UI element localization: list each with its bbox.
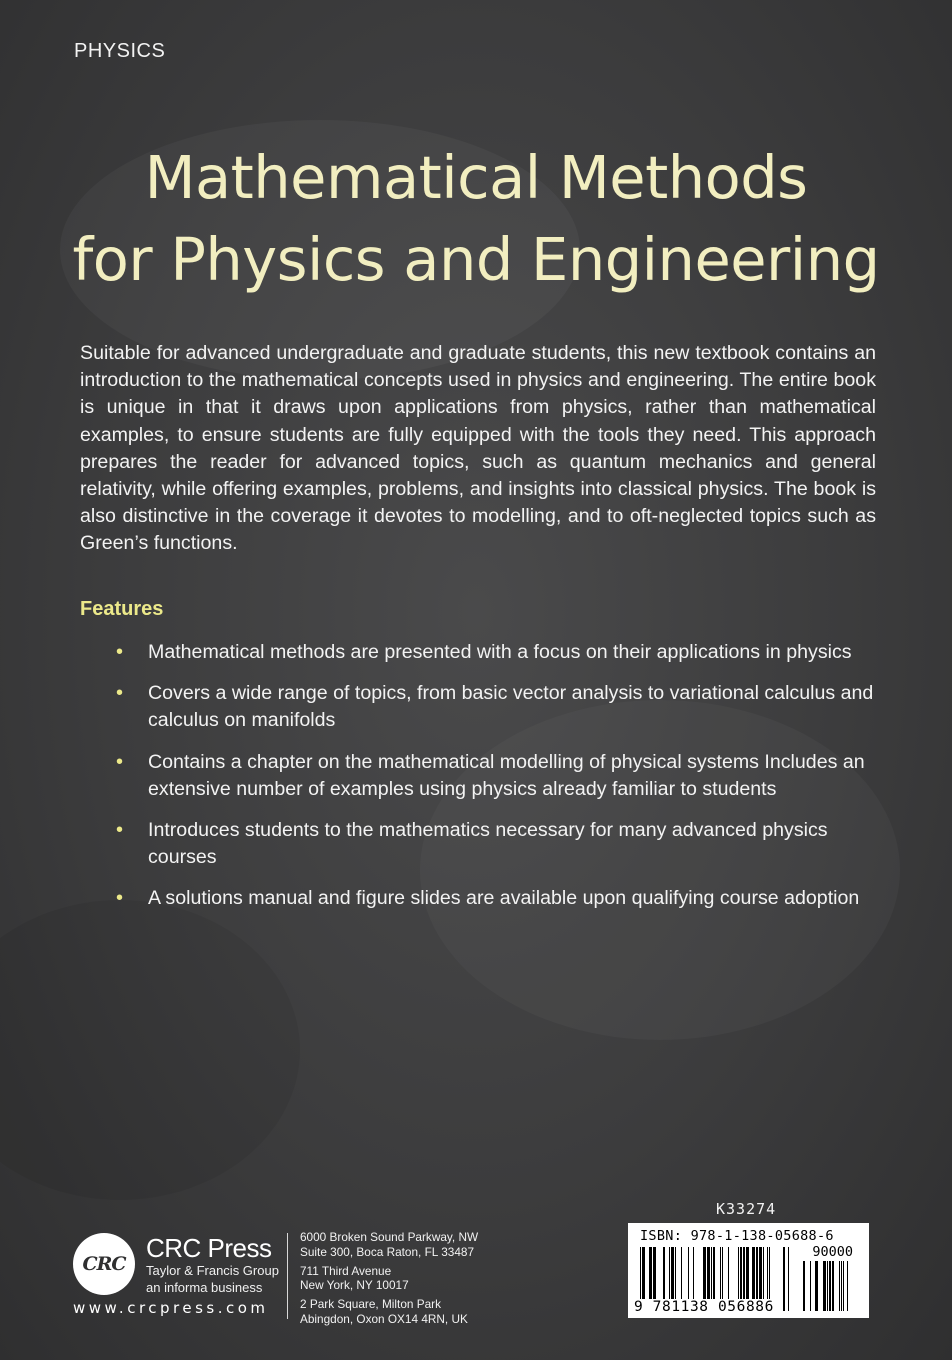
product-code: K33274 xyxy=(716,1200,777,1218)
features-list xyxy=(116,639,876,927)
publisher-website[interactable]: www.crcpress.com xyxy=(73,1299,269,1317)
feature-item xyxy=(116,680,876,734)
address-line: Abingdon, Oxon OX14 4RN, UK xyxy=(300,1311,468,1326)
address-line: 2 Park Square, Milton Park xyxy=(300,1297,441,1312)
barcode-bar xyxy=(815,1261,818,1311)
barcode-bar xyxy=(829,1261,831,1311)
bullet-icon: • xyxy=(116,819,124,842)
bullet-icon: • xyxy=(116,682,124,705)
barcode-bar xyxy=(788,1247,789,1311)
barcode-addon: 90000 xyxy=(812,1244,853,1260)
publisher-addresses xyxy=(300,1230,478,1327)
features-heading: Features xyxy=(80,598,164,620)
chalk-smudge xyxy=(0,900,300,1200)
address-line: 711 Third Avenue xyxy=(300,1263,392,1278)
bullet-icon: • xyxy=(116,887,124,910)
address-line: New York, NY 10017 xyxy=(300,1278,409,1293)
feature-item xyxy=(116,885,876,912)
barcode-bar xyxy=(847,1261,848,1311)
barcode-bar xyxy=(839,1261,840,1311)
category-label: PHYSICS xyxy=(74,40,166,62)
feature-item xyxy=(116,749,876,803)
address-divider xyxy=(287,1233,288,1319)
barcode-bar xyxy=(783,1247,785,1311)
feature-item xyxy=(116,817,876,871)
book-title-line-1: Mathematical Methods xyxy=(144,143,808,212)
feature-text: Introduces students to the mathematics necessary for many advanced physics courses xyxy=(148,819,828,869)
bullet-icon: • xyxy=(116,750,124,773)
feature-text: Covers a wide range of topics, from basic vector analysis to variational calculus and calculus on manifolds xyxy=(148,682,874,732)
barcode-bar xyxy=(810,1261,811,1311)
publisher-block xyxy=(73,1230,493,1326)
address-line: Suite 300, Boca Raton, FL 33487 xyxy=(300,1244,475,1259)
feature-text: A solutions manual and figure slides are available upon qualifying course adoption xyxy=(148,887,860,910)
book-title-line-2: for Physics and Engineering xyxy=(72,225,880,294)
publisher-group: Taylor & Francis Group xyxy=(146,1263,279,1278)
isbn-label: ISBN: 978-1-138-05688-6 xyxy=(640,1228,834,1244)
ean-digits: 9 781138 056886 xyxy=(634,1299,774,1315)
feature-text: Mathematical methods are presented with a focus on their applications in physics xyxy=(148,641,852,663)
publisher-informa: an informa business xyxy=(146,1280,263,1295)
barcode-bar xyxy=(823,1261,826,1311)
feature-text: Contains a chapter on the mathematical modelling of physical systems Includes an extensive number of examples using physics already familiar to students xyxy=(148,750,865,800)
publisher-name: CRC Press xyxy=(146,1233,272,1263)
crc-logo-icon: CRC xyxy=(73,1233,135,1295)
barcode-bar xyxy=(841,1261,842,1311)
barcode-bar xyxy=(843,1261,844,1311)
book-description: Suitable for advanced undergraduate and graduate students, this new textbook contains an introduction to the mathematical concepts used in physics and engineering. The entire book is unique in that it draws upon applications from physics, rather than mathematical examples, to ensure students are fully equipped with the tools they need. This approach prepares the reader for advanced topics, such as quantum mechanics and general relativity, while offering examples, problems, and insights into classical physics. The book is also distinctive in the coverage it devotes to modelling, and to oft-neglected topics such as Green’s functions. xyxy=(80,342,876,555)
barcode-bar xyxy=(832,1261,834,1311)
barcode-bar xyxy=(827,1261,828,1311)
bullet-icon: • xyxy=(116,641,124,663)
feature-item xyxy=(116,639,876,666)
address-line: 6000 Broken Sound Parkway, NW xyxy=(300,1230,479,1244)
barcode xyxy=(628,1223,869,1318)
barcode-bar xyxy=(803,1261,805,1311)
